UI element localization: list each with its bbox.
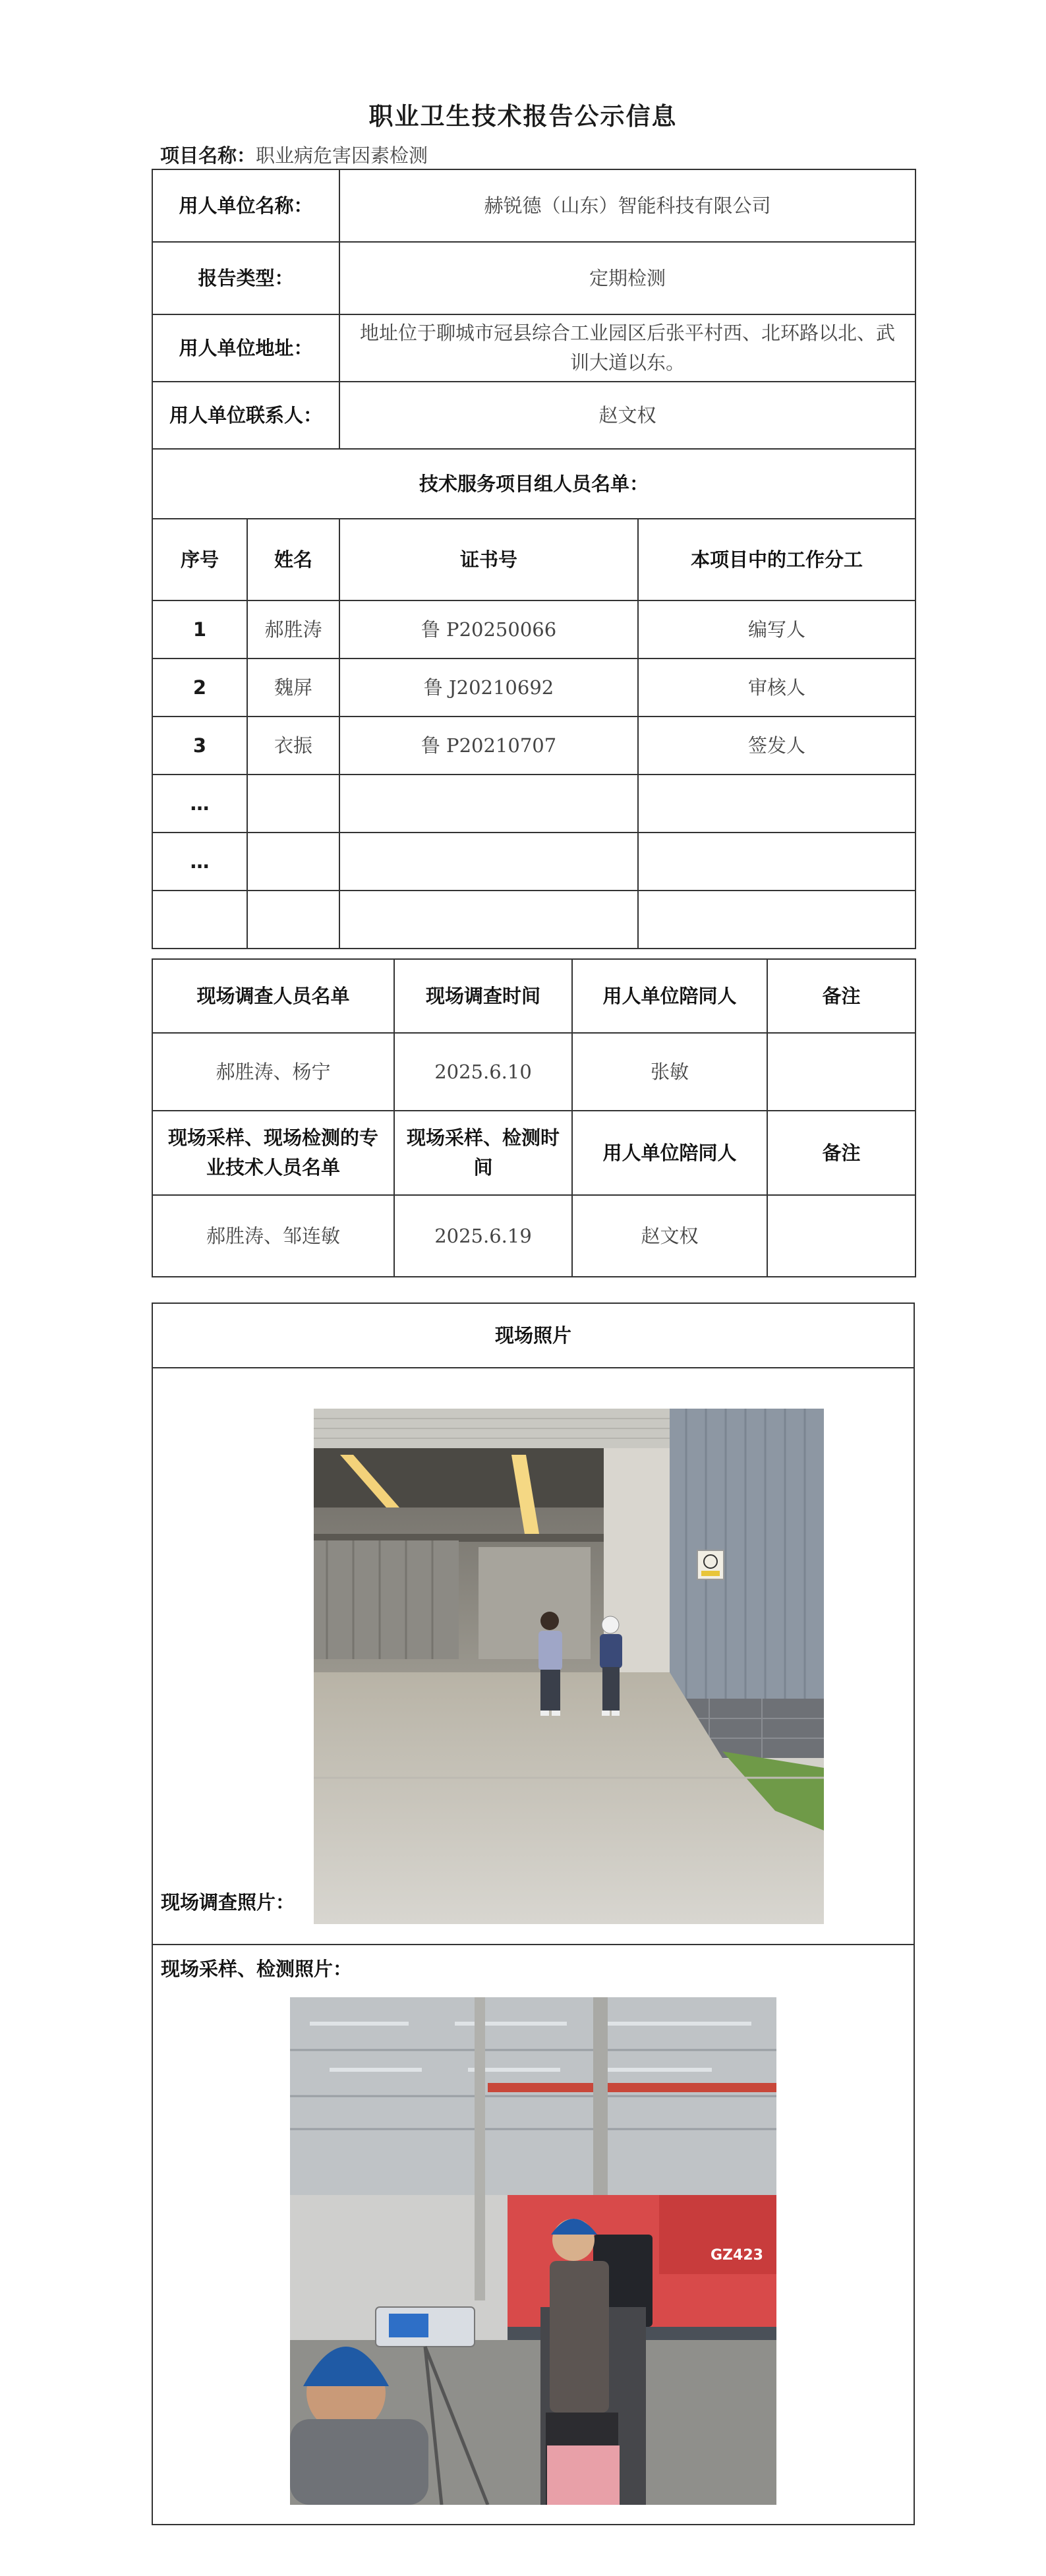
employer-label: 用人单位名称： xyxy=(152,169,339,242)
team-role xyxy=(638,833,915,891)
team-cert: 鲁 P20210707 xyxy=(339,717,638,775)
team-role: 审核人 xyxy=(638,659,915,717)
table-row xyxy=(152,775,915,833)
address-label: 用人单位地址： xyxy=(152,314,339,382)
team-name xyxy=(247,833,339,891)
survey-photo-label: 现场调查照片： xyxy=(161,1891,295,1914)
table-row xyxy=(152,833,915,891)
team-title: 技术服务项目组人员名单： xyxy=(152,449,915,519)
table-row xyxy=(152,1033,915,1111)
sampling-companion: 赵文权 xyxy=(572,1195,767,1277)
project-value: 职业病危害因素检测 xyxy=(256,144,428,167)
survey-time: 2025.6.10 xyxy=(394,1033,572,1111)
contact-label: 用人单位联系人： xyxy=(152,382,339,449)
photos-title: 现场照片 xyxy=(152,1303,914,1368)
team-role xyxy=(638,775,915,833)
sampling-header-companion: 用人单位陪同人 xyxy=(572,1111,767,1195)
report-type-label: 报告类型： xyxy=(152,242,339,314)
team-name: 衣振 xyxy=(247,717,339,775)
survey-photo xyxy=(314,1409,824,1924)
page-title: 职业卫生技术报告公示信息 xyxy=(368,102,678,131)
team-cert xyxy=(339,775,638,833)
team-header-index: 序号 xyxy=(152,519,247,600)
table-row xyxy=(152,891,915,949)
team-header-name: 姓名 xyxy=(247,519,339,600)
team-header-cert: 证书号 xyxy=(339,519,638,600)
sampling-staff: 郝胜涛、邹连敏 xyxy=(152,1195,394,1277)
team-cert xyxy=(339,833,638,891)
team-index: 2 xyxy=(152,659,247,717)
photos-table xyxy=(152,1303,915,2525)
table-row xyxy=(152,717,915,775)
sampling-header-time: 现场采样、检测时间 xyxy=(394,1111,572,1195)
team-role xyxy=(638,891,915,949)
sampling-photo xyxy=(290,1997,776,2505)
survey-header-remark: 备注 xyxy=(767,959,915,1033)
info-table xyxy=(152,169,916,949)
survey-remark xyxy=(767,1033,915,1111)
table-row xyxy=(152,600,915,659)
team-index xyxy=(152,891,247,949)
survey-header-time: 现场调查时间 xyxy=(394,959,572,1033)
team-index: 1 xyxy=(152,600,247,659)
team-name xyxy=(247,891,339,949)
team-header-role: 本项目中的工作分工 xyxy=(638,519,915,600)
project-label: 项目名称： xyxy=(160,144,256,167)
contact-value: 赵文权 xyxy=(339,382,915,449)
survey-header-companion: 用人单位陪同人 xyxy=(572,959,767,1033)
address-value: 地址位于聊城市冠县综合工业园区后张平村西、北环路以北、武训大道以东。 xyxy=(339,314,915,382)
sampling-time: 2025.6.19 xyxy=(394,1195,572,1277)
team-name xyxy=(247,775,339,833)
employer-value: 赫锐德（山东）智能科技有限公司 xyxy=(339,169,915,242)
team-index: … xyxy=(152,833,247,891)
survey-photo-cell xyxy=(152,1368,914,1945)
team-cert: 鲁 P20250066 xyxy=(339,600,638,659)
team-role: 签发人 xyxy=(638,717,915,775)
table-row xyxy=(152,1195,915,1277)
sampling-remark xyxy=(767,1195,915,1277)
sampling-photo-label: 现场采样、检测照片： xyxy=(161,1958,353,1980)
team-cert xyxy=(339,891,638,949)
sampling-header-remark: 备注 xyxy=(767,1111,915,1195)
team-role: 编写人 xyxy=(638,600,915,659)
team-name: 郝胜涛 xyxy=(247,600,339,659)
report-type-value: 定期检测 xyxy=(339,242,915,314)
personnel-table xyxy=(152,958,916,1277)
team-index: 3 xyxy=(152,717,247,775)
sampling-photo-cell xyxy=(152,1945,914,2525)
survey-staff: 郝胜涛、杨宁 xyxy=(152,1033,394,1111)
team-name: 魏屏 xyxy=(247,659,339,717)
survey-companion: 张敏 xyxy=(572,1033,767,1111)
team-cert: 鲁 J20210692 xyxy=(339,659,638,717)
survey-header-staff: 现场调查人员名单 xyxy=(152,959,394,1033)
project-line xyxy=(160,141,428,168)
table-row xyxy=(152,659,915,717)
team-index: … xyxy=(152,775,247,833)
machine-label: GZ423 xyxy=(711,2247,763,2264)
sampling-header-staff: 现场采样、现场检测的专业技术人员名单 xyxy=(152,1111,394,1195)
